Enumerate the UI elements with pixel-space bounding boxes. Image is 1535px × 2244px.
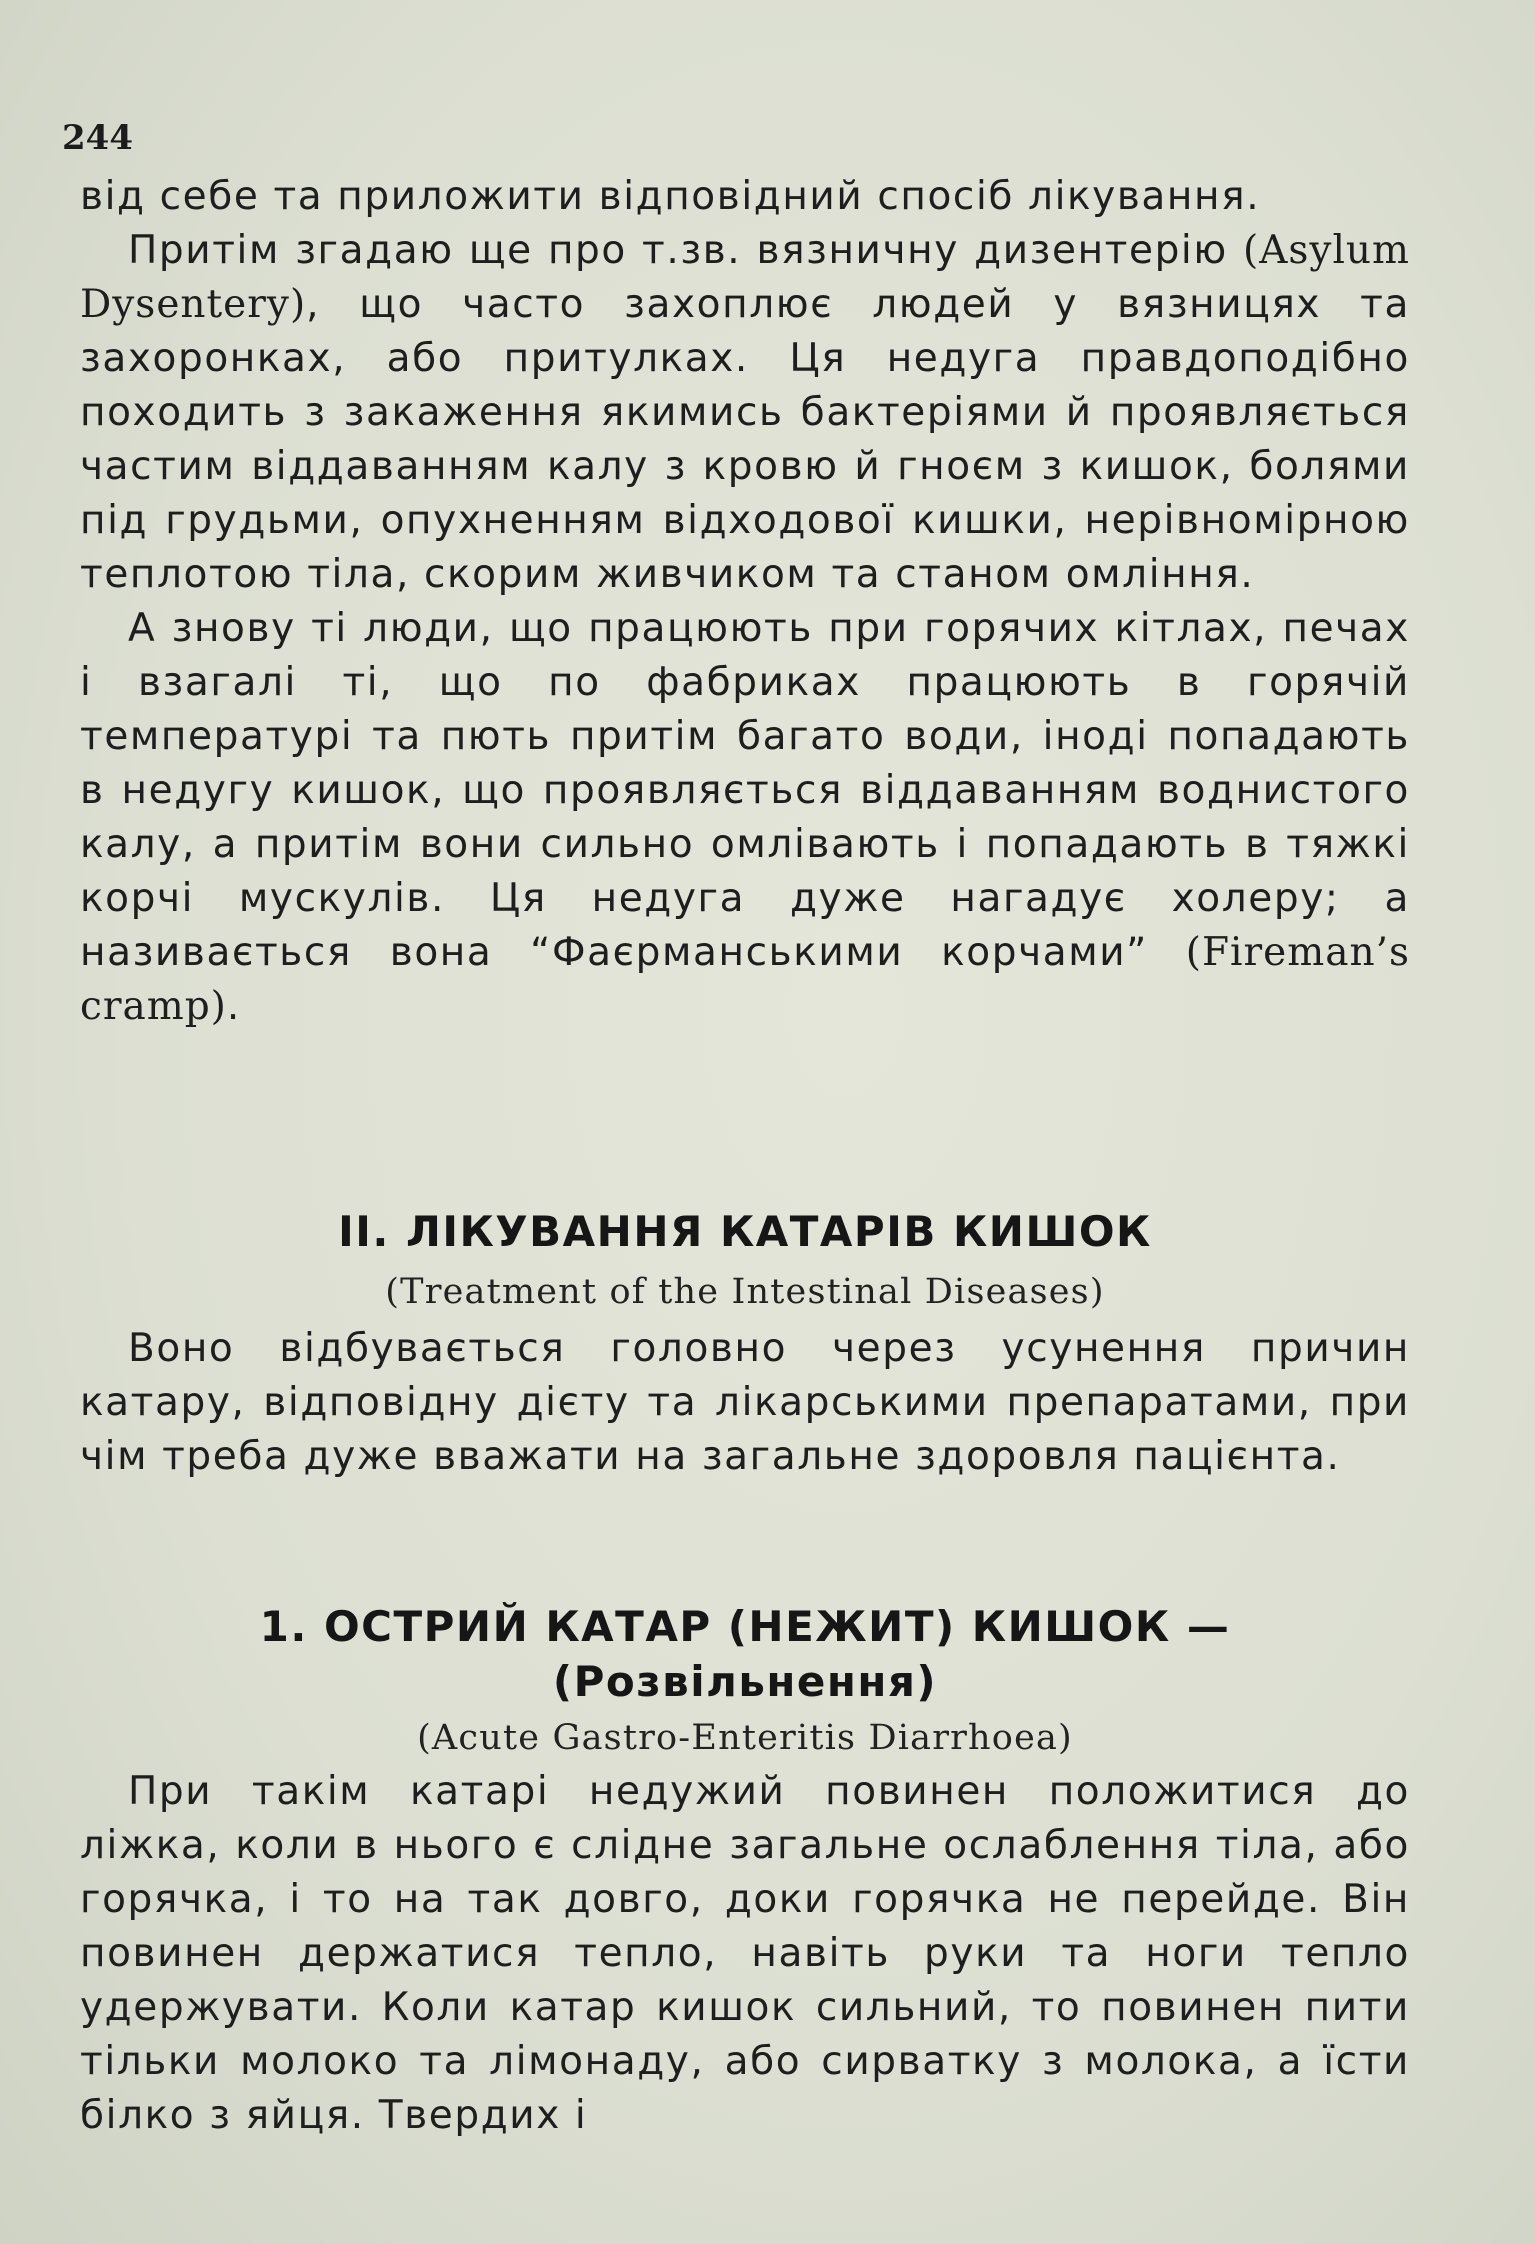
latin-term: (Asylum Dysentery) <box>80 228 1411 327</box>
paragraph <box>80 224 1410 602</box>
paragraph: від себе та приложити відповідний спосіб лікування. <box>80 174 1261 219</box>
paragraph: Воно відбувається головно через усунення причин катару, відповідну дієту та лікарськими препаратами, при чім треба дуже вважати на загальне здоровля пацієнта. <box>80 1326 1410 1479</box>
paragraph: При такім катарі недужий повинен положитися до ліжка, коли в нього є слідне загальне ослаблення тіла, або горячка, і то на так довго, доки горячка не перейде. Він повинен держатися тепло, навіть руки та ноги тепло удержувати. Коли катар кишок сильний, то повинен пити тільки молоко та лімонаду, або сирватку з молока, а їсти білко з яйця. Твердих і <box>80 1769 1410 2138</box>
text-run: . <box>226 984 241 1029</box>
section-heading: II. ЛІКУВАННЯ КАТАРІВ КИШОК <box>338 1207 1152 1256</box>
section-text <box>80 1322 1410 1484</box>
section-heading: 1. ОСТРИЙ КАТАР (НЕЖИТ) КИШОК — <box>259 1602 1231 1651</box>
section-heading-line2: (Розвільнення) <box>552 1657 938 1706</box>
section-subheading: (Acute Gastro-Enteritis Diarrhoea) <box>417 1718 1073 1758</box>
text-run: Притім згадаю ще про т.зв. вязничну дизентерію <box>128 228 1228 273</box>
intro-text <box>80 170 1410 1034</box>
text-run: А знову ті люди, що працюють при горячих кітлах, печах і взагалі ті, що по фабриках працюють в горячій температурі та пють притім багато води, іноді попадають в недугу кишок, що проявляється віддаванням воднистого калу, а притім вони сильно омлівають і попадають в тяжкі корчі мускулів. Ця недуга дуже нагадує холеру; а називається вона “Фаєрманськими корчами” <box>80 606 1410 975</box>
section-subheading: (Treatment of the Intestinal Diseases) <box>385 1272 1105 1312</box>
text-run: , що часто захоплює людей у вязницях та захоронках, або притулках. Ця недуга правдоподібно походить з закаження якимись бактеріями й проявляється частим віддаванням калу з кровю й гноєм з кишок, болями під грудьми, опухненням відходової кишки, нерівномірною теплотою тіла, скорим живчиком та станом омління. <box>80 282 1410 597</box>
latin-term: (Fireman’s cramp) <box>80 930 1410 1029</box>
section-text <box>80 1765 1410 2143</box>
page-number: 244 <box>62 118 133 158</box>
paragraph <box>80 602 1410 1034</box>
